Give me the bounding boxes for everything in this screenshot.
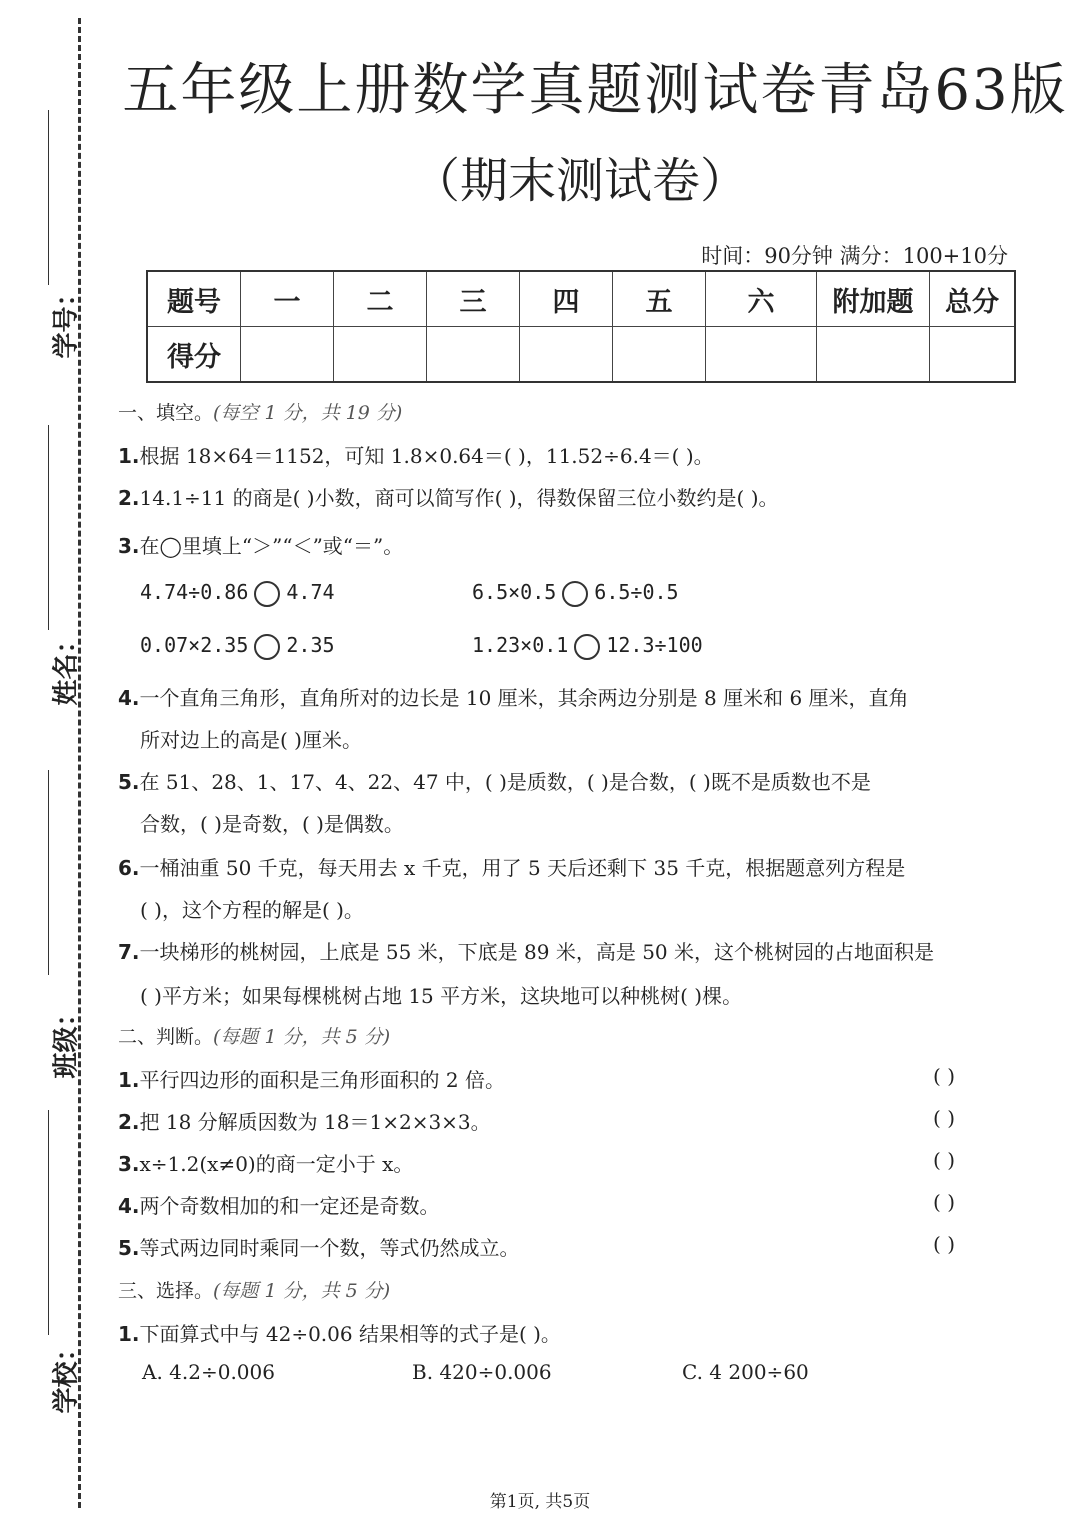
choice-option-b[interactable]: B. 420÷0.006 bbox=[412, 1360, 552, 1384]
score-input-cell[interactable] bbox=[930, 327, 1016, 383]
judge-item bbox=[118, 1190, 440, 1219]
question-text: 下面算式中与 42÷0.06 结果相等的式子是( )。 bbox=[139, 1322, 561, 1346]
side-field-class[interactable] bbox=[20, 770, 82, 1079]
question-6-continued: ( )，这个方程的解是( )。 bbox=[140, 898, 364, 922]
compare-right: 4.74 bbox=[286, 580, 335, 604]
score-header-cell: 附加题 bbox=[817, 271, 930, 327]
score-input-cell[interactable] bbox=[427, 327, 520, 383]
side-field-name[interactable] bbox=[20, 425, 80, 715]
question-1 bbox=[118, 440, 714, 469]
page-subtitle: （期末测试卷） bbox=[411, 153, 748, 209]
judge-answer-blank[interactable]: ( ) bbox=[933, 1106, 955, 1130]
compare-right: 12.3÷100 bbox=[606, 633, 703, 657]
side-field-student-no[interactable] bbox=[20, 110, 80, 380]
question-7-continued: ( )平方米；如果每棵桃树占地 15 平方米，这块地可以种桃树( )棵。 bbox=[140, 984, 743, 1008]
score-header-cell: 一 bbox=[241, 271, 334, 327]
compare-circle-blank[interactable] bbox=[574, 634, 600, 660]
page-title: 五年级上册数学真题测试卷青岛63版 bbox=[122, 58, 1068, 123]
side-label-class: 班级： bbox=[51, 1000, 82, 1079]
compare-item bbox=[140, 633, 335, 660]
question-5 bbox=[118, 766, 871, 795]
question-text: 把 18 分解质因数为 18＝1×2×3×3。 bbox=[139, 1110, 491, 1134]
compare-left: 0.07×2.35 bbox=[140, 633, 249, 657]
score-header-cell: 六 bbox=[706, 271, 817, 327]
question-text: 一桶油重 50 千克，每天用去 x 千克，用了 5 天后还剩下 35 千克，根据题意列方程是 bbox=[139, 856, 906, 880]
compare-item bbox=[140, 580, 335, 607]
question-text: 在◯里填上“＞”“＜”或“＝”。 bbox=[139, 534, 404, 558]
score-header-cell: 四 bbox=[520, 271, 613, 327]
compare-circle-blank[interactable] bbox=[254, 634, 280, 660]
question-number: 2. bbox=[118, 1110, 140, 1134]
question-6 bbox=[118, 852, 905, 881]
score-input-cell[interactable] bbox=[706, 327, 817, 383]
question-number: 4. bbox=[118, 686, 140, 710]
choice-option-a[interactable]: A. 4.2÷0.006 bbox=[142, 1360, 275, 1384]
side-label-name: 姓名： bbox=[51, 627, 82, 706]
compare-left: 1.23×0.1 bbox=[472, 633, 569, 657]
section-title: 一、填空。 bbox=[118, 402, 214, 424]
section-title: 二、判断。 bbox=[118, 1026, 214, 1048]
question-number: 5. bbox=[118, 1236, 140, 1260]
judge-item bbox=[118, 1148, 413, 1177]
question-text: 14.1÷11 的商是( )小数，商可以简写作( )，得数保留三位小数约是( )。 bbox=[139, 486, 779, 510]
question-text: 两个奇数相加的和一定还是奇数。 bbox=[139, 1194, 440, 1218]
score-input-cell[interactable] bbox=[520, 327, 613, 383]
section-heading-choice bbox=[118, 1276, 390, 1303]
score-input-cell[interactable] bbox=[817, 327, 930, 383]
question-number: 1. bbox=[118, 1322, 140, 1346]
question-4 bbox=[118, 682, 909, 711]
score-row-label: 得分 bbox=[147, 327, 241, 383]
judge-answer-blank[interactable]: ( ) bbox=[933, 1064, 955, 1088]
score-table bbox=[146, 270, 1016, 383]
side-field-school[interactable] bbox=[20, 1110, 82, 1414]
side-field-line bbox=[48, 770, 49, 975]
score-table-score-row bbox=[147, 327, 1015, 383]
judge-answer-blank[interactable]: ( ) bbox=[933, 1190, 955, 1214]
side-field-line bbox=[48, 110, 49, 285]
section-note: (每题 1 分，共 5 分) bbox=[213, 1280, 391, 1302]
question-number: 5. bbox=[118, 770, 140, 794]
score-header-cell: 五 bbox=[613, 271, 706, 327]
side-field-line bbox=[48, 425, 49, 630]
page-footer: 第1页, 共5页 bbox=[489, 1492, 591, 1512]
side-field-line bbox=[48, 1110, 49, 1335]
score-input-cell[interactable] bbox=[613, 327, 706, 383]
compare-item bbox=[472, 580, 679, 607]
choice-question-1 bbox=[118, 1318, 561, 1347]
side-label-school: 学校： bbox=[51, 1335, 82, 1414]
score-input-cell[interactable] bbox=[241, 327, 334, 383]
judge-answer-blank[interactable]: ( ) bbox=[933, 1232, 955, 1256]
question-5-continued: 合数，( )是奇数，( )是偶数。 bbox=[140, 812, 404, 836]
section-heading-fill bbox=[118, 398, 402, 425]
judge-item bbox=[118, 1232, 520, 1261]
question-number: 6. bbox=[118, 856, 140, 880]
question-3 bbox=[118, 530, 403, 559]
section-title: 三、选择。 bbox=[118, 1280, 214, 1302]
compare-right: 2.35 bbox=[286, 633, 335, 657]
compare-circle-blank[interactable] bbox=[562, 581, 588, 607]
question-number: 2. bbox=[118, 486, 140, 510]
choice-option-c[interactable]: C. 4 200÷60 bbox=[682, 1360, 809, 1384]
question-text: 一块梯形的桃树园，上底是 55 米，下底是 89 米，高是 50 米，这个桃树园的占地面积是 bbox=[139, 940, 935, 964]
question-text: 在 51、28、1、17、4、22、47 中，( )是质数，( )是合数，( )既不是质数也不是 bbox=[139, 770, 871, 794]
question-number: 7. bbox=[118, 940, 140, 964]
question-7 bbox=[118, 936, 934, 965]
question-number: 3. bbox=[118, 534, 140, 558]
question-number: 3. bbox=[118, 1152, 140, 1176]
section-heading-judge bbox=[118, 1022, 390, 1049]
question-number: 1. bbox=[118, 1068, 140, 1092]
score-table-header-row bbox=[147, 271, 1015, 327]
score-header-cell: 三 bbox=[427, 271, 520, 327]
question-text: 平行四边形的面积是三角形面积的 2 倍。 bbox=[139, 1068, 505, 1092]
question-text: 一个直角三角形，直角所对的边长是 10 厘米，其余两边分别是 8 厘米和 6 厘米，直角 bbox=[139, 686, 909, 710]
question-2 bbox=[118, 482, 779, 511]
section-note: (每题 1 分，共 5 分) bbox=[213, 1026, 391, 1048]
score-header-cell: 总分 bbox=[930, 271, 1016, 327]
score-input-cell[interactable] bbox=[334, 327, 427, 383]
question-4-continued: 所对边上的高是( )厘米。 bbox=[140, 728, 362, 752]
compare-right: 6.5÷0.5 bbox=[594, 580, 679, 604]
question-text: 根据 18×64＝1152，可知 1.8×0.64＝( )，11.52÷6.4＝( )。 bbox=[139, 444, 714, 468]
judge-answer-blank[interactable]: ( ) bbox=[933, 1148, 955, 1172]
score-header-cell: 二 bbox=[334, 271, 427, 327]
score-header-cell: 题号 bbox=[147, 271, 241, 327]
question-text: x÷1.2(x≠0)的商一定小于 x。 bbox=[139, 1152, 414, 1176]
judge-item bbox=[118, 1106, 491, 1135]
compare-circle-blank[interactable] bbox=[254, 581, 280, 607]
side-label-student-no: 学号： bbox=[51, 280, 82, 359]
question-number: 1. bbox=[118, 444, 140, 468]
question-number: 4. bbox=[118, 1194, 140, 1218]
section-note: (每空 1 分，共 19 分) bbox=[213, 402, 403, 424]
exam-meta: 时间：90分钟 满分：100+10分 bbox=[701, 244, 1008, 268]
compare-left: 4.74÷0.86 bbox=[140, 580, 249, 604]
compare-left: 6.5×0.5 bbox=[472, 580, 557, 604]
judge-item bbox=[118, 1064, 505, 1093]
question-text: 等式两边同时乘同一个数，等式仍然成立。 bbox=[139, 1236, 520, 1260]
compare-item bbox=[472, 633, 703, 660]
